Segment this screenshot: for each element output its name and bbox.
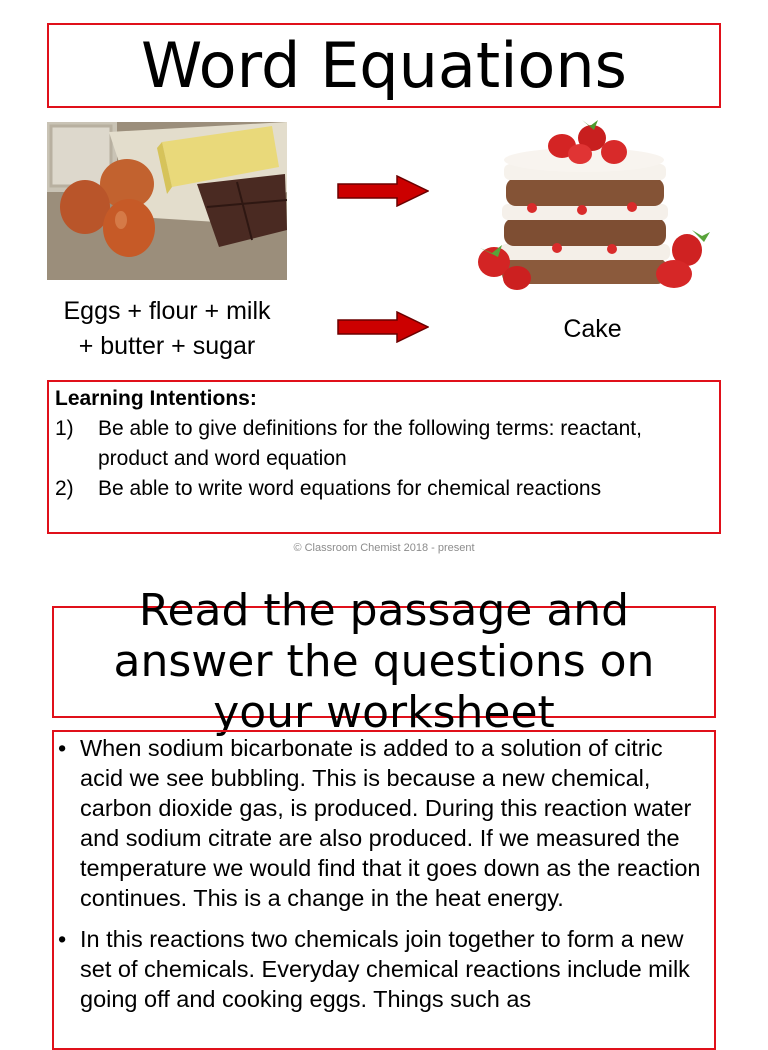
list-number: 1)	[55, 417, 74, 440]
learning-intentions-heading: Learning Intentions:	[55, 387, 257, 410]
right-arrow-icon	[337, 311, 429, 343]
right-arrow-icon	[337, 175, 429, 207]
copyright-text: © Classroom Chemist 2018 - present	[293, 542, 475, 554]
list-item	[58, 924, 708, 1014]
passage-paragraph: In this reactions two chemicals join together to form a new set of chemicals. Everyday chemical reactions include milk going off and cooking eggs. Things such as	[80, 926, 690, 1012]
list-item	[55, 474, 715, 504]
list-text: Be able to write word equations for chemical reactions	[98, 477, 602, 500]
reactants-text	[47, 294, 287, 364]
passage-paragraph: When sodium bicarbonate is added to a solution of citric acid we see bubbling. This is because a new chemical, carbon dioxide gas, is produced. During this reaction water and sodium citrate are also produced. If we measured the temperature we would find that it goes down as the reaction continues. This is a change in the heat energy.	[80, 735, 701, 911]
list-item	[55, 414, 715, 474]
learning-intentions-list	[55, 414, 715, 504]
list-text: Be able to give definitions for the following terms: reactant, product and word equation	[98, 417, 642, 470]
reactants-line: Eggs + flour + milk	[63, 297, 271, 325]
bullet-icon: •	[58, 735, 67, 761]
ingredients-image	[47, 122, 287, 280]
reactants-line: + butter + sugar	[78, 332, 256, 360]
list-item	[58, 733, 708, 913]
list-number: 2)	[55, 477, 74, 500]
bullet-icon: •	[58, 926, 67, 952]
read-title: Read the passage and answer the questions on your worksheet	[113, 585, 655, 738]
passage	[58, 733, 708, 1025]
cake-image	[462, 108, 718, 293]
product-text: Cake	[563, 315, 622, 343]
page-title: Word Equations	[141, 28, 627, 102]
